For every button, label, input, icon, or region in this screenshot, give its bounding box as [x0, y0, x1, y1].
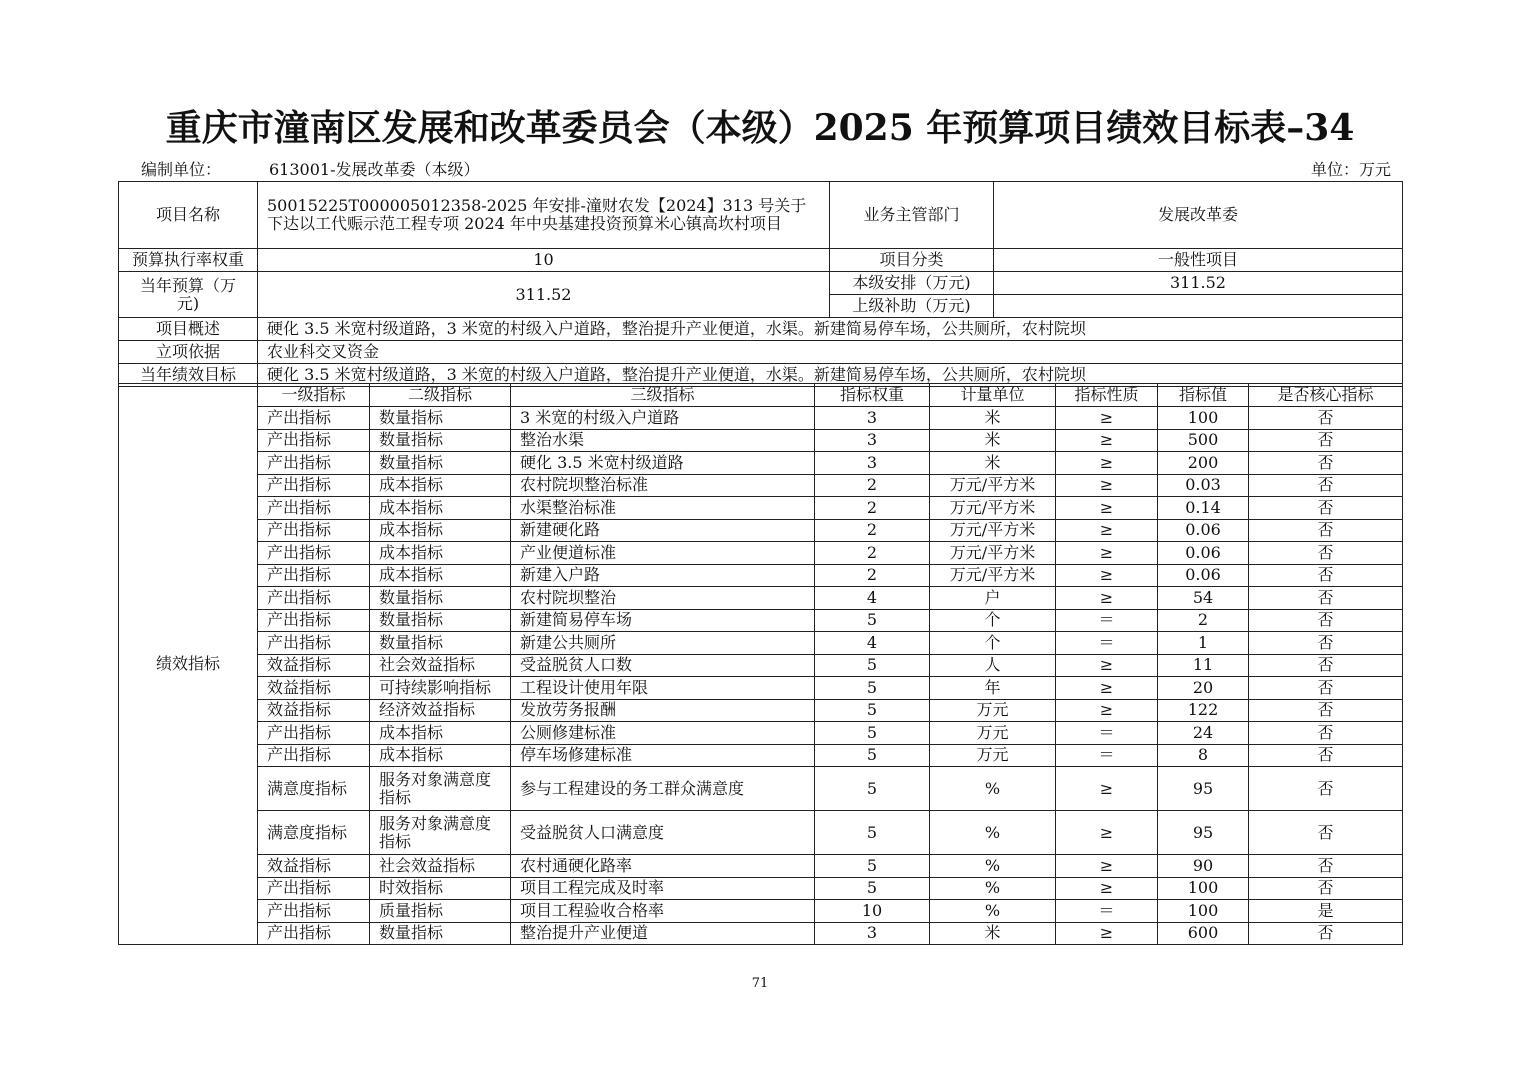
perf-column-header: 指标权重: [815, 384, 930, 407]
table-cell: 工程设计使用年限: [511, 677, 815, 700]
superior-value: [994, 295, 1403, 318]
table-row: [119, 677, 1403, 700]
local-label: 本级安排（万元): [830, 272, 994, 295]
table-cell: ≥: [1056, 877, 1158, 900]
table-cell: 5: [815, 677, 930, 700]
perf-column-header: 计量单位: [930, 384, 1056, 407]
table-row: [119, 855, 1403, 878]
basis-value: 农业科交叉资金: [258, 341, 1403, 364]
table-cell: 10: [815, 900, 930, 923]
table-row: [119, 922, 1403, 945]
table-row: [119, 587, 1403, 610]
table-cell: 95: [1158, 811, 1249, 855]
table-cell: 个: [930, 609, 1056, 632]
local-value: 311.52: [994, 272, 1403, 295]
table-cell: 万元: [930, 699, 1056, 722]
table-cell: 经济效益指标: [370, 699, 511, 722]
table-cell: ＝: [1056, 632, 1158, 655]
table-cell: ≥: [1056, 922, 1158, 945]
table-cell: 数量指标: [370, 587, 511, 610]
table-cell: 4: [815, 632, 930, 655]
table-cell: 否: [1249, 877, 1403, 900]
table-cell: 产业便道标准: [511, 542, 815, 565]
table-row: [119, 497, 1403, 520]
table-cell: 项目工程验收合格率: [511, 900, 815, 923]
table-cell: ＝: [1056, 900, 1158, 923]
table-row: [119, 452, 1403, 475]
category-value: 一般性项目: [994, 249, 1403, 272]
table-cell: 成本指标: [370, 474, 511, 497]
table-cell: 3: [815, 429, 930, 452]
table-cell: 否: [1249, 722, 1403, 745]
table-cell: 数量指标: [370, 632, 511, 655]
table-cell: 5: [815, 699, 930, 722]
table-cell: ＝: [1056, 722, 1158, 745]
table-cell: 4: [815, 587, 930, 610]
table-cell: 500: [1158, 429, 1249, 452]
budget-label: 当年预算（万元): [119, 272, 258, 318]
table-cell: 2: [815, 497, 930, 520]
overview-label: 项目概述: [119, 318, 258, 341]
table-cell: 0.14: [1158, 497, 1249, 520]
table-cell: 参与工程建设的务工群众满意度: [511, 767, 815, 811]
table-cell: 产出指标: [258, 900, 370, 923]
table-row: [119, 699, 1403, 722]
table-cell: 产出指标: [258, 542, 370, 565]
table-cell: 时效指标: [370, 877, 511, 900]
budget-value: 311.52: [258, 272, 830, 318]
table-cell: 否: [1249, 922, 1403, 945]
table-cell: 5: [815, 722, 930, 745]
table-cell: 社会效益指标: [370, 855, 511, 878]
table-row: [119, 429, 1403, 452]
table-cell: 效益指标: [258, 654, 370, 677]
table-cell: %: [930, 767, 1056, 811]
table-cell: 效益指标: [258, 855, 370, 878]
table-cell: 否: [1249, 855, 1403, 878]
table-cell: ≥: [1056, 855, 1158, 878]
table-cell: 质量指标: [370, 900, 511, 923]
table-cell: 产出指标: [258, 452, 370, 475]
table-cell: 24: [1158, 722, 1249, 745]
perf-column-header: 二级指标: [370, 384, 511, 407]
table-cell: ≥: [1056, 407, 1158, 430]
table-cell: 新建入户路: [511, 564, 815, 587]
unit-label: 编制单位：: [141, 160, 222, 179]
overview-value: 硬化 3.5 米宽村级道路，3 米宽的村级入户道路，整治提升产业便道，水渠。新建简易停车场，公共厕所，农村院坝: [258, 318, 1403, 341]
table-cell: 5: [815, 767, 930, 811]
table-cell: 2: [815, 564, 930, 587]
table-cell: 成本指标: [370, 744, 511, 767]
table-cell: 否: [1249, 429, 1403, 452]
table-cell: 整治提升产业便道: [511, 922, 815, 945]
table-cell: 服务对象满意度指标: [370, 811, 511, 855]
table-cell: 2: [1158, 609, 1249, 632]
table-cell: %: [930, 900, 1056, 923]
table-cell: ≥: [1056, 497, 1158, 520]
table-cell: 满意度指标: [258, 767, 370, 811]
table-cell: 整治水渠: [511, 429, 815, 452]
table-cell: 年: [930, 677, 1056, 700]
table-cell: 万元: [930, 744, 1056, 767]
project-info-table: [118, 181, 1403, 387]
superior-label: 上级补助（万元): [830, 295, 994, 318]
table-cell: 600: [1158, 922, 1249, 945]
table-cell: 5: [815, 744, 930, 767]
perf-column-header: 是否核心指标: [1249, 384, 1403, 407]
table-cell: 数量指标: [370, 407, 511, 430]
table-cell: 5: [815, 877, 930, 900]
table-cell: 122: [1158, 699, 1249, 722]
table-cell: 100: [1158, 877, 1249, 900]
table-cell: 项目工程完成及时率: [511, 877, 815, 900]
project-name: 50015225T000005012358-2025 年安排-潼财农发【2024】313 号关于下达以工代赈示范工程专项 2024 年中央基建投资预算米心镇高坎村项目: [258, 182, 830, 249]
table-cell: 万元/平方米: [930, 564, 1056, 587]
table-cell: 米: [930, 452, 1056, 475]
table-cell: 成本指标: [370, 564, 511, 587]
table-row: [119, 609, 1403, 632]
table-cell: 否: [1249, 654, 1403, 677]
table-cell: ≥: [1056, 542, 1158, 565]
table-cell: ≥: [1056, 677, 1158, 700]
table-cell: %: [930, 877, 1056, 900]
table-cell: 90: [1158, 855, 1249, 878]
table-cell: 3: [815, 407, 930, 430]
table-cell: ≥: [1056, 767, 1158, 811]
table-cell: 否: [1249, 542, 1403, 565]
table-row: [119, 654, 1403, 677]
table-cell: 受益脱贫人口满意度: [511, 811, 815, 855]
table-cell: 2: [815, 474, 930, 497]
perf-column-header: 指标性质: [1056, 384, 1158, 407]
table-cell: 产出指标: [258, 587, 370, 610]
table-cell: 万元: [930, 722, 1056, 745]
table-cell: 受益脱贫人口数: [511, 654, 815, 677]
table-cell: 否: [1249, 677, 1403, 700]
table-row: [119, 744, 1403, 767]
perf-column-header: 三级指标: [511, 384, 815, 407]
table-cell: 水渠整治标准: [511, 497, 815, 520]
table-cell: ≥: [1056, 699, 1158, 722]
table-cell: 人: [930, 654, 1056, 677]
table-cell: 可持续影响指标: [370, 677, 511, 700]
table-row: [119, 632, 1403, 655]
unit-value: 613001-发展改革委（本级）: [269, 160, 480, 179]
table-cell: 米: [930, 429, 1056, 452]
perf-column-header: 指标值: [1158, 384, 1249, 407]
table-cell: 否: [1249, 767, 1403, 811]
table-cell: 否: [1249, 564, 1403, 587]
goal-label: 当年绩效目标: [119, 364, 258, 387]
dept-label: 业务主管部门: [830, 182, 994, 249]
table-cell: 万元/平方米: [930, 474, 1056, 497]
table-cell: 否: [1249, 811, 1403, 855]
table-cell: 5: [815, 654, 930, 677]
table-cell: 数量指标: [370, 429, 511, 452]
table-cell: 3: [815, 922, 930, 945]
table-cell: 95: [1158, 767, 1249, 811]
table-cell: 11: [1158, 654, 1249, 677]
table-cell: 发放劳务报酬: [511, 699, 815, 722]
table-cell: 否: [1249, 407, 1403, 430]
dept-value: 发展改革委: [994, 182, 1403, 249]
table-cell: 停车场修建标准: [511, 744, 815, 767]
table-cell: 数量指标: [370, 452, 511, 475]
table-cell: 新建简易停车场: [511, 609, 815, 632]
table-cell: 1: [1158, 632, 1249, 655]
table-cell: 产出指标: [258, 744, 370, 767]
table-cell: ≥: [1056, 587, 1158, 610]
table-cell: 硬化 3.5 米宽村级道路: [511, 452, 815, 475]
table-cell: 否: [1249, 744, 1403, 767]
table-cell: ≥: [1056, 564, 1158, 587]
table-cell: 3 米宽的村级入户道路: [511, 407, 815, 430]
table-cell: 否: [1249, 609, 1403, 632]
table-row: [119, 767, 1403, 811]
table-cell: 产出指标: [258, 407, 370, 430]
table-cell: 新建公共厕所: [511, 632, 815, 655]
perf-label: 绩效指标: [119, 384, 258, 945]
table-cell: 5: [815, 855, 930, 878]
table-cell: 0.06: [1158, 564, 1249, 587]
page-number: 71: [751, 976, 769, 991]
table-cell: 产出指标: [258, 922, 370, 945]
table-cell: 2: [815, 542, 930, 565]
table-cell: 产出指标: [258, 564, 370, 587]
table-cell: 个: [930, 632, 1056, 655]
table-cell: 农村院坝整治标准: [511, 474, 815, 497]
table-cell: 产出指标: [258, 474, 370, 497]
table-cell: 数量指标: [370, 609, 511, 632]
table-cell: 否: [1249, 519, 1403, 542]
table-cell: 否: [1249, 632, 1403, 655]
table-cell: 54: [1158, 587, 1249, 610]
table-cell: 成本指标: [370, 542, 511, 565]
table-cell: %: [930, 811, 1056, 855]
table-cell: 否: [1249, 699, 1403, 722]
table-row: [119, 474, 1403, 497]
table-cell: 产出指标: [258, 877, 370, 900]
project-name-label: 项目名称: [119, 182, 258, 249]
table-cell: 万元/平方米: [930, 542, 1056, 565]
table-cell: 5: [815, 609, 930, 632]
table-row: [119, 877, 1403, 900]
table-cell: 满意度指标: [258, 811, 370, 855]
table-cell: 农村通硬化路率: [511, 855, 815, 878]
table-cell: 产出指标: [258, 632, 370, 655]
table-cell: 否: [1249, 497, 1403, 520]
table-cell: 效益指标: [258, 677, 370, 700]
table-cell: 万元/平方米: [930, 497, 1056, 520]
table-cell: ≥: [1056, 429, 1158, 452]
table-cell: 否: [1249, 587, 1403, 610]
table-cell: ≥: [1056, 654, 1158, 677]
table-cell: 户: [930, 587, 1056, 610]
table-cell: 农村院坝整治: [511, 587, 815, 610]
table-cell: 100: [1158, 900, 1249, 923]
table-cell: 成本指标: [370, 519, 511, 542]
table-cell: 产出指标: [258, 497, 370, 520]
currency-unit: 单位：万元: [1310, 160, 1391, 179]
table-cell: 数量指标: [370, 922, 511, 945]
basis-label: 立项依据: [119, 341, 258, 364]
table-cell: 5: [815, 811, 930, 855]
page-title: 重庆市潼南区发展和改革委员会（本级）2025 年预算项目绩效目标表–34: [165, 107, 1355, 149]
table-cell: 服务对象满意度指标: [370, 767, 511, 811]
table-cell: 产出指标: [258, 519, 370, 542]
table-cell: 200: [1158, 452, 1249, 475]
table-cell: ≥: [1056, 811, 1158, 855]
table-cell: 2: [815, 519, 930, 542]
table-cell: 米: [930, 922, 1056, 945]
table-row: [119, 564, 1403, 587]
weight-value: 10: [258, 249, 830, 272]
table-cell: 0.03: [1158, 474, 1249, 497]
table-cell: %: [930, 855, 1056, 878]
table-cell: 0.06: [1158, 542, 1249, 565]
table-cell: 否: [1249, 452, 1403, 475]
table-cell: 公厕修建标准: [511, 722, 815, 745]
table-cell: 产出指标: [258, 722, 370, 745]
table-cell: 否: [1249, 474, 1403, 497]
table-cell: 是: [1249, 900, 1403, 923]
table-cell: ≥: [1056, 452, 1158, 475]
table-row: [119, 900, 1403, 923]
table-row: [119, 542, 1403, 565]
performance-table: [118, 383, 1403, 945]
category-label: 项目分类: [830, 249, 994, 272]
table-cell: 米: [930, 407, 1056, 430]
weight-label: 预算执行率权重: [119, 249, 258, 272]
table-cell: 产出指标: [258, 429, 370, 452]
table-cell: 成本指标: [370, 497, 511, 520]
table-cell: 3: [815, 452, 930, 475]
table-cell: 新建硬化路: [511, 519, 815, 542]
table-row: [119, 407, 1403, 430]
table-cell: 万元/平方米: [930, 519, 1056, 542]
table-row: [119, 811, 1403, 855]
table-cell: ≥: [1056, 474, 1158, 497]
table-row: [119, 519, 1403, 542]
table-cell: 产出指标: [258, 609, 370, 632]
table-cell: ＝: [1056, 744, 1158, 767]
table-cell: 0.06: [1158, 519, 1249, 542]
perf-column-header: 一级指标: [258, 384, 370, 407]
goal-value: 硬化 3.5 米宽村级道路，3 米宽的村级入户道路，整治提升产业便道，水渠。新建简易停车场，公共厕所，农村院坝: [258, 364, 1403, 387]
table-cell: 效益指标: [258, 699, 370, 722]
table-cell: 20: [1158, 677, 1249, 700]
table-cell: ≥: [1056, 519, 1158, 542]
perf-header-row: [119, 384, 1403, 407]
table-cell: 100: [1158, 407, 1249, 430]
table-cell: 8: [1158, 744, 1249, 767]
table-cell: ＝: [1056, 609, 1158, 632]
table-row: [119, 722, 1403, 745]
table-cell: 社会效益指标: [370, 654, 511, 677]
table-cell: 成本指标: [370, 722, 511, 745]
